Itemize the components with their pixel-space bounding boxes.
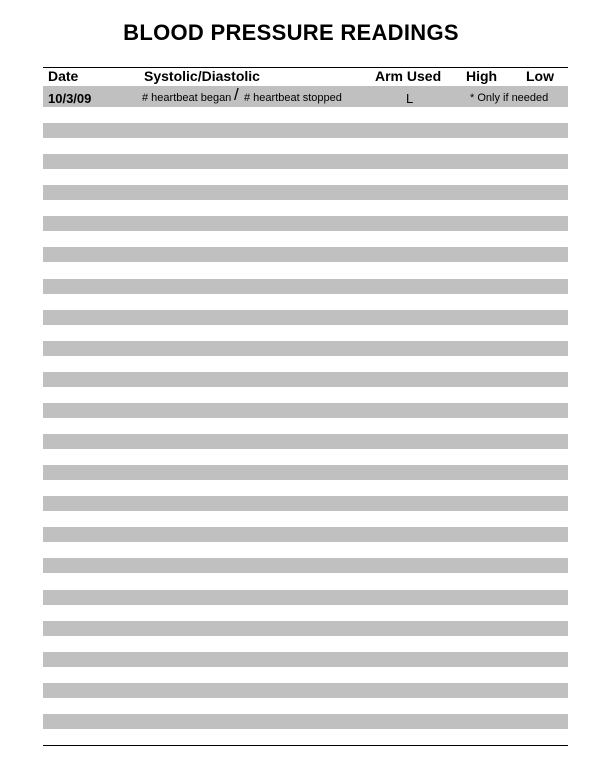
blank-row-stripe (43, 434, 568, 449)
column-header-high: High (466, 68, 498, 84)
blank-row-stripe (43, 372, 568, 387)
example-arm: L (406, 91, 414, 106)
example-diastolic: # heartbeat stopped (244, 92, 342, 104)
example-separator: / (234, 85, 239, 104)
blank-row-stripe (43, 403, 568, 418)
blank-row-stripe (43, 465, 568, 480)
blank-row-stripe (43, 154, 568, 169)
blank-row-stripe (43, 652, 568, 667)
blank-row-stripe (43, 527, 568, 542)
blank-row-stripe (43, 621, 568, 636)
example-systolic: # heartbeat began (142, 92, 232, 104)
blank-row-stripe (43, 216, 568, 231)
blank-row-stripe (43, 496, 568, 511)
blank-row-stripe (43, 558, 568, 573)
column-header-date: Date (48, 68, 79, 84)
blank-row-stripe (43, 310, 568, 325)
blank-row-stripe (43, 123, 568, 138)
example-date: 10/3/09 (48, 91, 92, 106)
blank-row-stripe (43, 590, 568, 605)
blank-row-stripe (43, 185, 568, 200)
blank-row-stripe (43, 714, 568, 729)
page-title: BLOOD PRESSURE READINGS (123, 20, 459, 45)
column-header-arm-used: Arm Used (375, 68, 442, 84)
column-header-systolic-diastolic: Systolic/Diastolic (144, 68, 260, 84)
blank-row-stripe (43, 341, 568, 356)
example-high-low-note: * Only if needed (470, 92, 549, 104)
blank-row-stripe (43, 247, 568, 262)
blank-row-stripe (43, 683, 568, 698)
column-header-low: Low (526, 68, 554, 84)
bottom-rule (43, 745, 568, 746)
blank-row-stripe (43, 279, 568, 294)
